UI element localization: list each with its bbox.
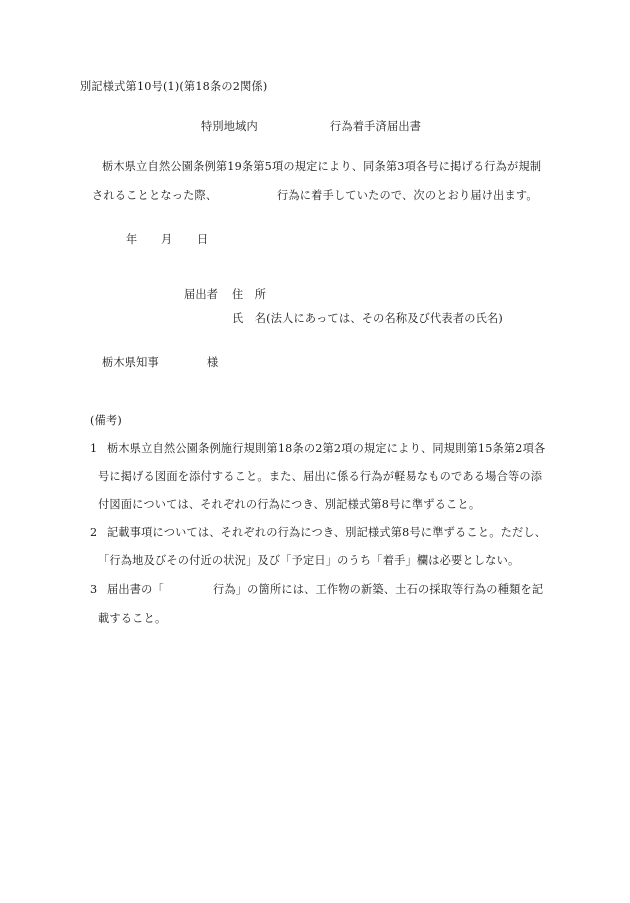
form-number: 別記様式第10号(1)(第18条の2関係) (80, 80, 268, 93)
title-area-label: 特別地域内 (201, 120, 258, 133)
note-number: 2 (90, 526, 98, 539)
date-month: 月 (161, 233, 173, 246)
applicant-name-label: 氏 名(法人にあっては、その名称及び代表者の氏名) (232, 312, 503, 325)
note-number: 3 (90, 583, 98, 596)
addressee-honorific: 様 (207, 356, 219, 369)
note-line-left: 届出書の「 (107, 583, 164, 596)
note-line: 記載事項については、それぞれの行為につき、別記様式第8号に準ずること。ただし、 (107, 526, 547, 539)
note-line: 付図面については、それぞれの行為につき、別記様式第8号に準ずること。 (98, 498, 481, 511)
body-line-1: 栃木県立自然公園条例第19条第5項の規定により、同条第3項各号に掲げる行為が規制 (102, 160, 542, 173)
date-year: 年 (126, 233, 138, 246)
note-line: 栃木県立自然公園条例施行規則第18条の2第2項の規定により、同規則第15条第2項各 (107, 442, 546, 455)
date-day: 日 (197, 233, 209, 246)
note-line: 号に掲げる図面を添付すること。また、届出に係る行為が軽易なものである場合等の添 (98, 470, 543, 483)
applicant-label: 届出者 (184, 288, 219, 301)
note-number: 1 (90, 442, 98, 455)
note-line: 載すること。 (98, 612, 167, 625)
body-line-2-right: 行為に着手していたので、次のとおり届け出ます。 (277, 189, 538, 202)
addressee-governor: 栃木県知事 (102, 356, 159, 369)
note-line-right: 行為」の箇所には、工作物の新築、土石の採取等行為の種類を記 (213, 583, 544, 596)
body-line-2-left: されることとなった際、 (92, 189, 218, 202)
notes-heading: (備考) (90, 414, 122, 427)
applicant-address-label: 住 所 (232, 288, 267, 301)
title-form-name: 行為着手済届出書 (330, 120, 422, 133)
note-line: 「行為地及びその付近の状況」及び「予定日」のうち「着手」欄は必要としない。 (98, 554, 520, 567)
